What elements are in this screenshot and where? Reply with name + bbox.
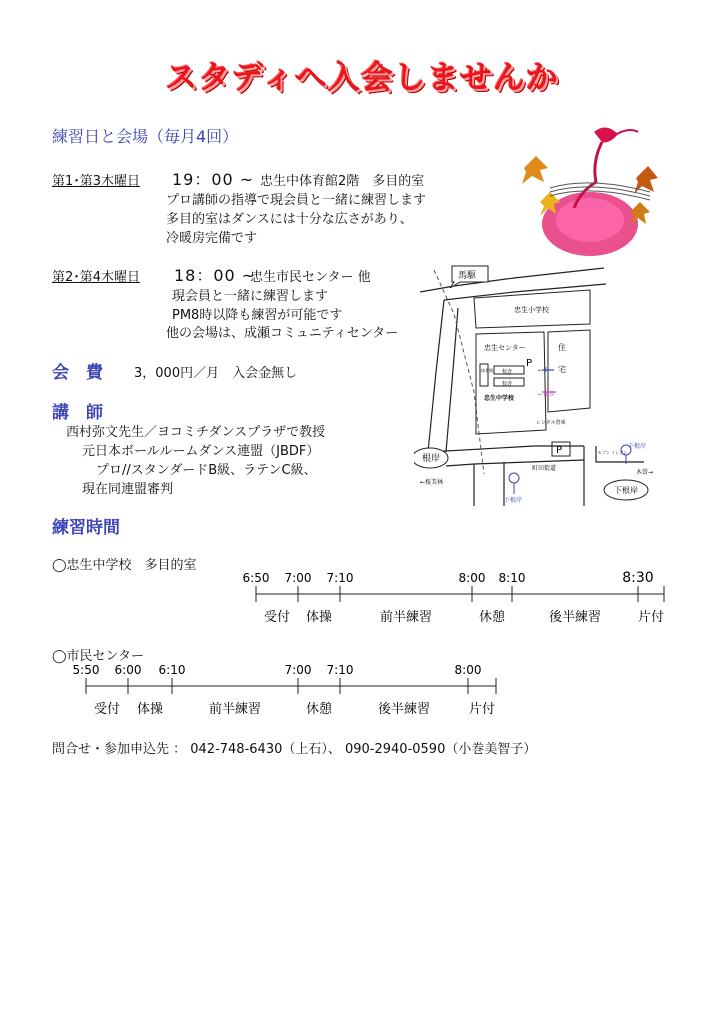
map-label-elementary: 忠生小学校 bbox=[514, 306, 549, 314]
timeline-time-label: 6:50 bbox=[242, 571, 270, 585]
instructor-line3: プロ//スタンダードB級、ラテンC級、 bbox=[96, 463, 317, 478]
day2-label: 第2･第4木曜日 bbox=[52, 270, 141, 285]
map-label-shimonegishi: 下根岸 bbox=[614, 486, 638, 495]
map-label-kiso: 木曽→ bbox=[636, 469, 654, 476]
timeline-segment-label: 後半練習 bbox=[548, 610, 602, 625]
day2-time: 18：00 ~ bbox=[174, 266, 257, 285]
center-schedule-label: ◯市民センター bbox=[52, 649, 145, 664]
timeline-segment-label: 休憩 bbox=[305, 702, 333, 717]
map-label-bus-stop-2: 下根岸 bbox=[504, 497, 523, 504]
map-label-gym: 体育館 bbox=[481, 368, 493, 373]
timeline-time-label: 8:30 bbox=[622, 570, 654, 586]
day1-line2: プロ講師の指導で現会員と一緒に練習します bbox=[166, 193, 427, 208]
timeline-time-label: 5:50 bbox=[72, 663, 100, 677]
timeline-segment-label: 前半練習 bbox=[208, 702, 262, 717]
map-label-walk: ←徒歩 bbox=[538, 391, 556, 398]
map-label-jutaku-1: 住 bbox=[558, 343, 566, 352]
day2-line2: 現会員と一緒に練習します bbox=[172, 289, 329, 304]
day2-venue: 忠生市民センター 他 bbox=[250, 270, 371, 285]
timeline-time-label: 8:00 bbox=[458, 571, 486, 585]
schedule-heading: 練習時間 bbox=[52, 518, 120, 538]
access-map bbox=[414, 262, 664, 508]
day1-line4: 冷暖房完備です bbox=[166, 231, 258, 246]
map-label-sakuramibayashi: ←桜美林 bbox=[420, 479, 444, 486]
map-label-middle-school: 忠生中学校 bbox=[484, 395, 515, 402]
timeline-time-label: 6:00 bbox=[114, 663, 142, 677]
center-timeline bbox=[62, 658, 512, 720]
map-label-bus-stop-1: 下根岸 bbox=[628, 443, 647, 450]
timeline-segment-label: 後半練習 bbox=[377, 702, 431, 717]
day1-label: 第1･第3木曜日 bbox=[52, 174, 141, 189]
map-label-rental: レンタル倉庫 bbox=[536, 420, 566, 426]
school-schedule-label: ◯忠生中学校 多目的室 bbox=[52, 558, 197, 573]
fee-value: 3，000円／月 入会金無し bbox=[134, 366, 298, 381]
dancer-illustration bbox=[510, 112, 670, 262]
practice-heading: 練習日と会場（毎月4回） bbox=[52, 127, 239, 146]
maple-leaf-icon bbox=[630, 202, 650, 226]
timeline-time-label: 6:10 bbox=[158, 663, 186, 677]
map-label-parking2: P bbox=[556, 445, 563, 456]
map-label-school-bldg-2: 校舎 bbox=[502, 381, 513, 387]
map-label-negishi: 根岸 bbox=[422, 454, 441, 464]
maple-leaf-icon bbox=[634, 166, 658, 194]
timeline-time-label: 8:10 bbox=[498, 571, 526, 585]
instructor-line1: 西村弥文先生／ヨコミチダンスプラザで教授 bbox=[66, 425, 326, 440]
map-label-machida-road: 町田街道 bbox=[532, 465, 557, 472]
timeline-segment-label: 受付 bbox=[263, 610, 291, 625]
map-road bbox=[446, 308, 458, 452]
map-road bbox=[428, 300, 444, 452]
timeline-segment-label: 体操 bbox=[136, 702, 164, 717]
day2-line3: PM8時以降も練習が可能です bbox=[172, 308, 343, 323]
timeline-segment-label: 片付 bbox=[637, 610, 665, 625]
school-timeline bbox=[230, 568, 680, 630]
timeline-segment-label: 受付 bbox=[93, 702, 121, 717]
map-label-seven: セブン イレブン bbox=[598, 450, 627, 455]
timeline-time-label: 7:10 bbox=[326, 663, 354, 677]
timeline-time-label: 7:10 bbox=[326, 571, 354, 585]
map-block-housing bbox=[548, 330, 590, 412]
timeline-time-label: 8:00 bbox=[454, 663, 482, 677]
bus-stop-icon bbox=[509, 473, 519, 483]
fee-label: 会 費 bbox=[52, 363, 103, 383]
timeline-segment-label: 体操 bbox=[305, 610, 333, 625]
day1-venue: 忠生中体育館2階 多目的室 bbox=[260, 174, 425, 189]
map-label-school-bldg-1: 校舎 bbox=[502, 369, 513, 375]
day1-time: 19：00 ~ bbox=[172, 170, 255, 189]
map-label-baba: 馬駆 bbox=[458, 271, 477, 281]
map-label-parking: P bbox=[526, 358, 533, 369]
map-label-jutaku-2: 宅 bbox=[558, 365, 566, 374]
timeline-segment-label: 休憩 bbox=[478, 610, 506, 625]
instructor-line4: 現在同連盟審判 bbox=[82, 482, 174, 497]
day2-line4: 他の会場は、成瀬コミュニティセンター bbox=[166, 326, 399, 341]
instructor-label: 講 師 bbox=[52, 403, 103, 423]
map-road bbox=[420, 268, 604, 292]
day1-line3: 多目的室はダンスには十分な広さがあり、 bbox=[166, 212, 413, 227]
timeline-time-label: 7:00 bbox=[284, 571, 312, 585]
page-title: スタディへ入会しませんか bbox=[165, 58, 559, 96]
map-road bbox=[446, 460, 584, 466]
timeline-segment-label: 片付 bbox=[468, 702, 496, 717]
timeline-segment-label: 前半練習 bbox=[379, 610, 433, 625]
map-label-car: ←車 bbox=[538, 367, 550, 374]
contact-info: 問合せ・参加申込先 ： 042-748-6430（上石）、 090-2940-0590（小巻美智子） bbox=[52, 742, 537, 757]
map-label-center: 忠生センター bbox=[484, 344, 526, 352]
timeline-time-label: 7:00 bbox=[284, 663, 312, 677]
maple-leaf-icon bbox=[522, 156, 548, 184]
dress-highlight bbox=[556, 198, 624, 242]
instructor-line2: 元日本ボールルームダンス連盟（JBDF） bbox=[82, 444, 320, 459]
map-road bbox=[444, 284, 606, 300]
